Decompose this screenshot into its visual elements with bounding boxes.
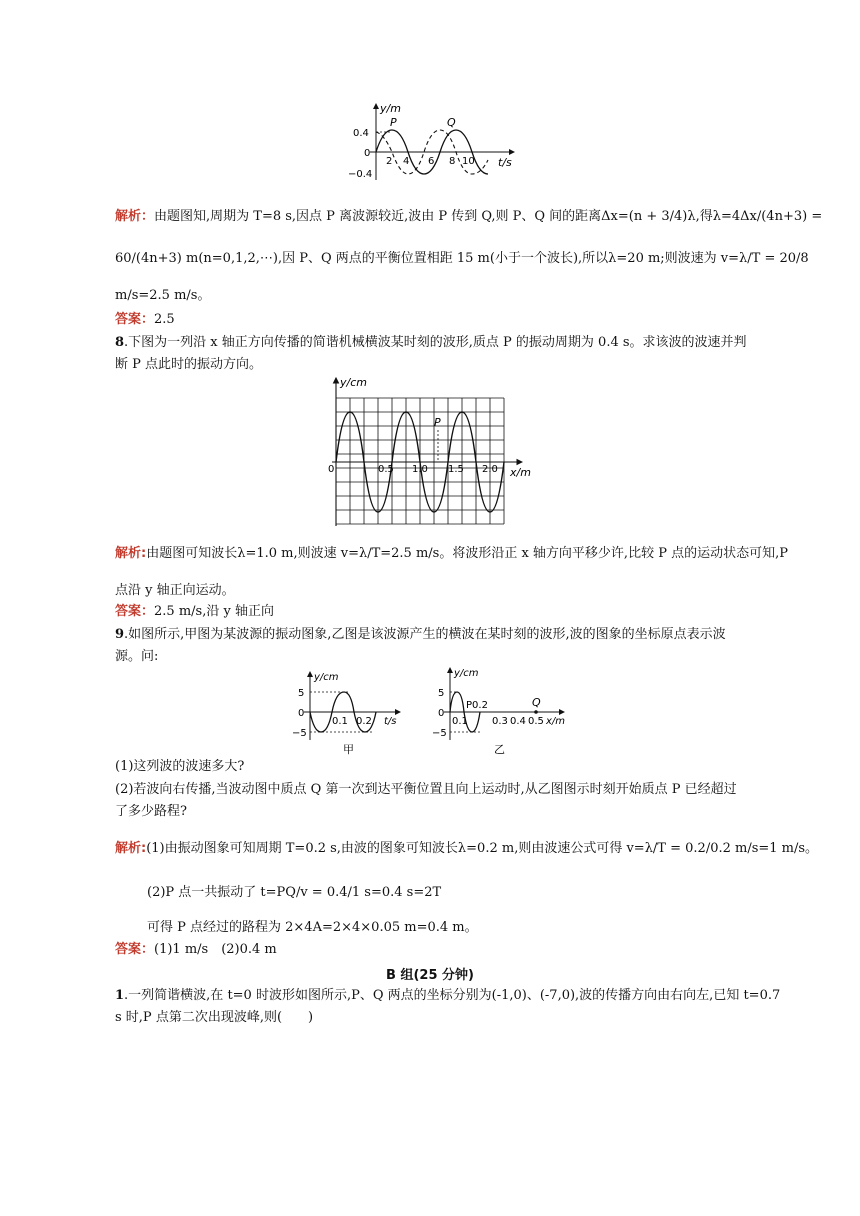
q9-sub1: (1)这列波的波速多大? (115, 759, 245, 774)
fig1-vibration-graph (340, 100, 520, 182)
q8-analysis-label: 解析: (115, 546, 147, 561)
q7-analysis-line-3: m/s=2.5 m/s。 (115, 288, 211, 303)
q9a-xtick-2: 0.2 (356, 716, 372, 727)
q9a-ytick-3: −5 (292, 728, 307, 739)
q9b-xtick-4: 0.4 (510, 716, 526, 727)
q8-analysis-line-2: 点沿 y 轴正向运动。 (115, 583, 235, 598)
q9-sub2-line-2: 了多少路程? (115, 804, 187, 819)
q9b-ytick-1: 5 (438, 688, 445, 699)
q7-analysis-line-2: 60/(4n+3) m(n=0,1,2,⋯),因 P、Q 两点的平衡位置相距 15 m(小于一个波长),所以λ=20 m;则波速为 v=λ/T = 20/8 (115, 251, 809, 266)
q9-analysis-line-1 (115, 840, 819, 858)
q7-answer (115, 311, 755, 329)
q8-xtick-5: 2.0 (482, 464, 498, 475)
q9b-xlabel: x/m (546, 716, 566, 727)
q8-wave-figure (322, 374, 537, 530)
fig1-point-q: Q (447, 116, 456, 129)
fig1-xtick-1: 2 (386, 156, 393, 167)
q8-xtick-2: 0.5 (378, 464, 394, 475)
q9a-caption: 甲 (343, 743, 354, 756)
q9-stem-line-2: 源。问: (115, 649, 159, 664)
q8-xtick-1: 0 (328, 464, 335, 475)
q8-analysis-line-1 (115, 545, 788, 563)
q9a-ylabel: y/cm (314, 672, 339, 683)
q8-xtick-3: 1.0 (412, 464, 428, 475)
q9-analysis-text-1: (1)由振动图象可知周期 T=0.2 s,由波的图象可知波长λ=0.2 m,则由波速公式可得 v=λ/T = 0.2/0.2 m/s=1 m/s。 (146, 841, 819, 856)
q9-stem-text-1: .如图所示,甲图为某波源的振动图象,乙图是该波源产生的横波在某时刻的波形,波的图象的坐标原点表示波 (124, 627, 726, 642)
q9a-ytick-2: 0 (298, 708, 305, 719)
q9-analysis-line-2: (2)P 点一共振动了 t=PQ/v = 0.4/1 s=0.4 s=2T (147, 885, 442, 900)
fig1-ytick-3: −0.4 (348, 169, 373, 180)
q8-point-p: P (434, 416, 441, 429)
fig1-xtick-3: 6 (428, 156, 435, 167)
q7-analysis-label: 解析： (115, 209, 155, 224)
q8-analysis-text-1: 由题图可知波长λ=1.0 m,则波速 v=λ/T=2.5 m/s。将波形沿正 x 轴方向平移少许,比较 P 点的运动状态可知,P (146, 546, 788, 561)
q9b-xtick-1: 0.1 (452, 716, 468, 727)
q8-stem-line-1 (115, 334, 755, 352)
q9-fig-a (288, 668, 408, 756)
fig1-ytick-2: 0 (364, 148, 371, 159)
q8-stem-text-1: .下图为一列沿 x 轴正方向传播的简谐机械横波某时刻的波形,质点 P 的振动周期为 0.4 s。求该波的波速并判 (124, 335, 747, 350)
fig1-xtick-2: 4 (403, 156, 410, 167)
q8-xlabel: x/m (510, 466, 531, 479)
q9b-caption: 乙 (494, 743, 505, 756)
b-q1-line-2: s 时,P 点第二次出现波峰,则( ) (115, 1010, 314, 1025)
q8-xtick-4: 1.5 (448, 464, 464, 475)
q9-analysis-label: 解析: (115, 841, 147, 856)
b-q1-number: 1 (115, 988, 125, 1003)
q9b-point-q: Q (532, 696, 541, 709)
q9-sub2-line-1: (2)若波向右传播,当波动图中质点 Q 第一次到达平衡位置且向上运动时,从乙图图示时刻开始质点 P 已经超过 (115, 782, 737, 797)
fig1-ytick-1: 0.4 (353, 128, 369, 139)
q9-fig-b (432, 664, 582, 756)
b-q1-text-1: .一列简谐横波,在 t=0 时波形如图所示,P、Q 两点的坐标分别为(-1,0)、(-7,0),波的传播方向由右向左,已知 t=0.7 (124, 988, 781, 1003)
q9-analysis-line-3: 可得 P 点经过的路程为 2×4A=2×4×0.05 m=0.4 m。 (147, 920, 478, 935)
b-q1-line-1 (115, 987, 781, 1005)
fig1-xlabel: t/s (498, 156, 512, 169)
q9-number: 9 (115, 627, 125, 642)
q9-answer-label: 答案： (115, 942, 155, 957)
q9b-xtick-3: 0.3 (492, 716, 508, 727)
q9b-xtick-2: P0.2 (466, 700, 488, 711)
q9b-point-q-dot (534, 710, 538, 714)
q9b-ylabel: y/cm (454, 668, 479, 679)
q9b-xtick-5: 0.5 (528, 716, 544, 727)
q8-ylabel: y/cm (340, 376, 367, 389)
section-b-title: B 组(25 分钟) (386, 968, 474, 983)
q8-answer-label: 答案： (115, 604, 155, 619)
q9-stem-line-1 (115, 626, 755, 644)
q9b-ytick-3: −5 (432, 728, 447, 739)
q7-answer-label: 答案： (115, 312, 155, 327)
q8-answer-value: 2.5 m/s,沿 y 轴正向 (154, 604, 274, 619)
q9a-xtick-1: 0.1 (332, 716, 348, 727)
q7-answer-value: 2.5 (154, 312, 175, 327)
q9b-ytick-2: 0 (438, 708, 445, 719)
q9a-xlabel: t/s (384, 716, 397, 727)
fig1-xtick-5: 10 (462, 156, 475, 167)
fig1-ylabel: y/m (380, 102, 401, 115)
q7-analysis-line-1 (115, 208, 823, 226)
q9-answer (115, 941, 755, 959)
fig1-xtick-4: 8 (449, 156, 456, 167)
q8-answer (115, 603, 755, 621)
q8-number: 8 (115, 335, 125, 350)
q9-answer-value: (1)1 m/s (2)0.4 m (154, 942, 277, 957)
q7-analysis-text-1: 由题图知,周期为 T=8 s,因点 P 离波源较近,波由 P 传到 Q,则 P、Q 间的距离Δx=(n + 3/4)λ,得λ=4Δx/(4n+3) = (154, 209, 823, 224)
q9a-ytick-1: 5 (298, 688, 305, 699)
q8-stem-line-2: 断 P 点此时的振动方向。 (115, 357, 263, 372)
fig1-point-p: P (390, 116, 397, 129)
